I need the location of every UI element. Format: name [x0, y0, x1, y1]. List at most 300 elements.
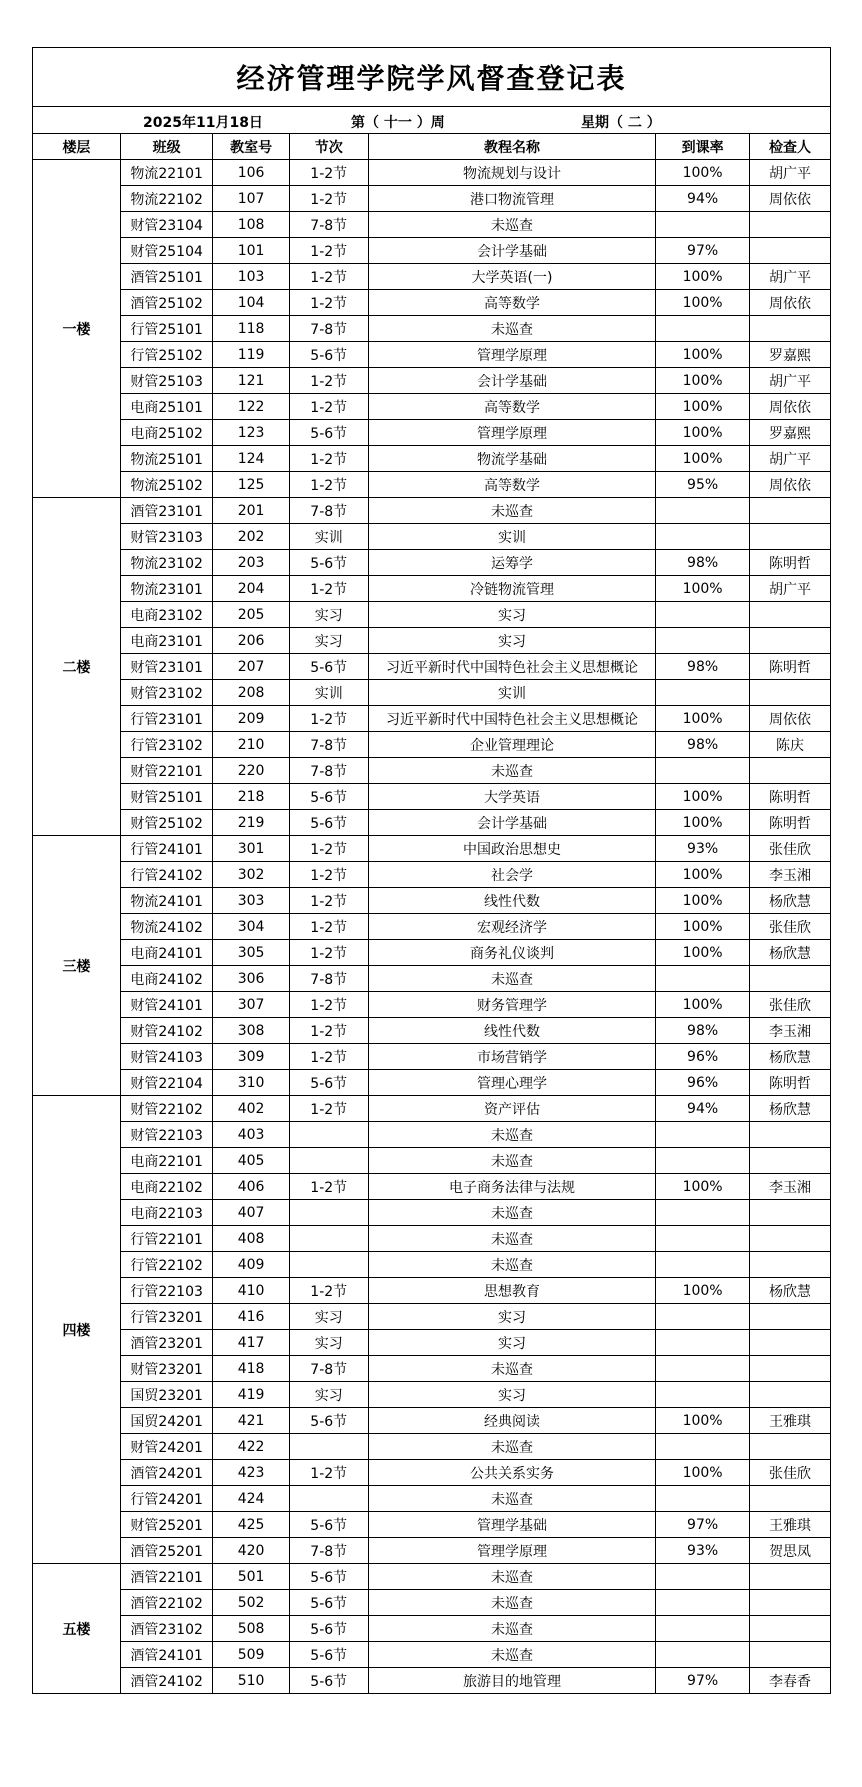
- table-row: [33, 498, 831, 524]
- room-cell: 304: [213, 914, 289, 940]
- course-cell: 社会学: [368, 862, 656, 888]
- inspector-cell: [749, 1642, 830, 1668]
- table-row: [33, 1226, 831, 1252]
- table-row: [33, 758, 831, 784]
- table-row: [33, 1642, 831, 1668]
- course-cell: 习近平新时代中国特色社会主义思想概论: [368, 706, 656, 732]
- attendance-cell: [656, 758, 750, 784]
- room-cell: 206: [213, 628, 289, 654]
- period-cell: 实习: [289, 628, 368, 654]
- inspector-cell: 罗嘉熙: [749, 342, 830, 368]
- course-cell: 管理学原理: [368, 342, 656, 368]
- attendance-cell: 100%: [656, 940, 750, 966]
- course-cell: 未巡查: [368, 1486, 656, 1512]
- inspector-cell: [749, 238, 830, 264]
- inspector-cell: [749, 1304, 830, 1330]
- inspector-cell: 陈明哲: [749, 784, 830, 810]
- attendance-cell: [656, 1434, 750, 1460]
- room-cell: 209: [213, 706, 289, 732]
- period-cell: 1-2节: [289, 264, 368, 290]
- attendance-cell: 100%: [656, 1408, 750, 1434]
- room-cell: 508: [213, 1616, 289, 1642]
- period-cell: 5-6节: [289, 654, 368, 680]
- room-cell: 201: [213, 498, 289, 524]
- course-cell: 市场营销学: [368, 1044, 656, 1070]
- table-row: [33, 1278, 831, 1304]
- inspector-cell: 李玉湘: [749, 1018, 830, 1044]
- attendance-cell: 98%: [656, 550, 750, 576]
- course-cell: 财务管理学: [368, 992, 656, 1018]
- class-cell: 物流23102: [120, 550, 212, 576]
- course-cell: 资产评估: [368, 1096, 656, 1122]
- course-cell: 会计学基础: [368, 238, 656, 264]
- inspector-cell: [749, 1200, 830, 1226]
- period-cell: 7-8节: [289, 212, 368, 238]
- class-cell: 电商24102: [120, 966, 212, 992]
- attendance-cell: 97%: [656, 1512, 750, 1538]
- course-cell: 未巡查: [368, 966, 656, 992]
- room-cell: 301: [213, 836, 289, 862]
- inspector-cell: [749, 1434, 830, 1460]
- inspector-cell: [749, 680, 830, 706]
- course-cell: 物流学基础: [368, 446, 656, 472]
- register-table: [32, 133, 831, 1694]
- class-cell: 物流25101: [120, 446, 212, 472]
- attendance-cell: [656, 1590, 750, 1616]
- room-cell: 406: [213, 1174, 289, 1200]
- table-row: [33, 784, 831, 810]
- attendance-cell: 100%: [656, 810, 750, 836]
- class-cell: 行管24201: [120, 1486, 212, 1512]
- table-row: [33, 1434, 831, 1460]
- period-cell: 实习: [289, 1330, 368, 1356]
- room-cell: 302: [213, 862, 289, 888]
- period-cell: 5-6节: [289, 342, 368, 368]
- attendance-cell: 96%: [656, 1070, 750, 1096]
- register-sheet: [32, 47, 831, 1694]
- class-cell: 行管24102: [120, 862, 212, 888]
- room-cell: 106: [213, 160, 289, 186]
- room-cell: 208: [213, 680, 289, 706]
- table-row: [33, 1616, 831, 1642]
- period-cell: [289, 1434, 368, 1460]
- attendance-cell: 95%: [656, 472, 750, 498]
- inspector-cell: 胡广平: [749, 446, 830, 472]
- room-cell: 421: [213, 1408, 289, 1434]
- class-cell: 物流25102: [120, 472, 212, 498]
- class-cell: 行管22103: [120, 1278, 212, 1304]
- course-cell: 大学英语: [368, 784, 656, 810]
- attendance-cell: 94%: [656, 186, 750, 212]
- table-row: [33, 238, 831, 264]
- inspector-cell: 杨欣慧: [749, 940, 830, 966]
- period-cell: 5-6节: [289, 784, 368, 810]
- inspector-cell: 杨欣慧: [749, 1278, 830, 1304]
- inspector-cell: [749, 1226, 830, 1252]
- inspector-cell: [749, 1616, 830, 1642]
- inspector-cell: 李玉湘: [749, 1174, 830, 1200]
- course-cell: 实训: [368, 524, 656, 550]
- table-row: [33, 1018, 831, 1044]
- course-cell: 管理学基础: [368, 1512, 656, 1538]
- class-cell: 财管24201: [120, 1434, 212, 1460]
- attendance-cell: [656, 1356, 750, 1382]
- inspector-cell: [749, 602, 830, 628]
- room-cell: 425: [213, 1512, 289, 1538]
- room-cell: 101: [213, 238, 289, 264]
- course-cell: 旅游目的地管理: [368, 1668, 656, 1694]
- period-cell: 1-2节: [289, 186, 368, 212]
- table-row: [33, 1148, 831, 1174]
- inspector-cell: [749, 1356, 830, 1382]
- attendance-cell: [656, 1564, 750, 1590]
- inspector-cell: 周依依: [749, 706, 830, 732]
- room-cell: 202: [213, 524, 289, 550]
- course-cell: 未巡查: [368, 1226, 656, 1252]
- inspector-cell: 杨欣慧: [749, 1096, 830, 1122]
- course-cell: 中国政治思想史: [368, 836, 656, 862]
- class-cell: 行管22101: [120, 1226, 212, 1252]
- class-cell: 物流22101: [120, 160, 212, 186]
- inspector-cell: [749, 628, 830, 654]
- period-cell: 1-2节: [289, 862, 368, 888]
- attendance-cell: [656, 1252, 750, 1278]
- room-cell: 403: [213, 1122, 289, 1148]
- attendance-cell: [656, 498, 750, 524]
- header-course: 教程名称: [368, 134, 656, 160]
- course-cell: 高等数学: [368, 290, 656, 316]
- inspector-cell: [749, 1564, 830, 1590]
- attendance-cell: 100%: [656, 992, 750, 1018]
- class-cell: 酒管25101: [120, 264, 212, 290]
- attendance-cell: 98%: [656, 732, 750, 758]
- room-cell: 108: [213, 212, 289, 238]
- course-cell: 未巡查: [368, 1122, 656, 1148]
- floor-cell: 四楼: [33, 1096, 121, 1564]
- course-cell: 线性代数: [368, 1018, 656, 1044]
- inspector-cell: 张佳欣: [749, 992, 830, 1018]
- class-cell: 行管25102: [120, 342, 212, 368]
- attendance-cell: [656, 1642, 750, 1668]
- course-cell: 实习: [368, 1330, 656, 1356]
- period-cell: [289, 1200, 368, 1226]
- inspector-cell: 李春香: [749, 1668, 830, 1694]
- week-number: 第（ 十一 ）周: [351, 115, 445, 131]
- period-cell: 1-2节: [289, 446, 368, 472]
- room-cell: 308: [213, 1018, 289, 1044]
- class-cell: 财管24103: [120, 1044, 212, 1070]
- header-period: 节次: [289, 134, 368, 160]
- class-cell: 财管23104: [120, 212, 212, 238]
- class-cell: 行管25101: [120, 316, 212, 342]
- class-cell: 行管23101: [120, 706, 212, 732]
- course-cell: 管理学原理: [368, 1538, 656, 1564]
- room-cell: 410: [213, 1278, 289, 1304]
- period-cell: 5-6节: [289, 550, 368, 576]
- table-row: [33, 1564, 831, 1590]
- course-cell: 会计学基础: [368, 368, 656, 394]
- attendance-cell: [656, 1486, 750, 1512]
- table-row: [33, 550, 831, 576]
- class-cell: 电商23102: [120, 602, 212, 628]
- room-cell: 309: [213, 1044, 289, 1070]
- inspector-cell: 陈庆: [749, 732, 830, 758]
- attendance-cell: 98%: [656, 1018, 750, 1044]
- table-row: [33, 862, 831, 888]
- class-cell: 电商24101: [120, 940, 212, 966]
- floor-cell: 五楼: [33, 1564, 121, 1694]
- inspector-cell: 杨欣慧: [749, 888, 830, 914]
- attendance-cell: [656, 966, 750, 992]
- period-cell: 1-2节: [289, 290, 368, 316]
- period-cell: 5-6节: [289, 420, 368, 446]
- room-cell: 501: [213, 1564, 289, 1590]
- class-cell: 财管23102: [120, 680, 212, 706]
- room-cell: 509: [213, 1642, 289, 1668]
- inspector-cell: 胡广平: [749, 576, 830, 602]
- inspector-cell: [749, 1148, 830, 1174]
- inspector-cell: 张佳欣: [749, 1460, 830, 1486]
- attendance-cell: 100%: [656, 368, 750, 394]
- course-cell: 未巡查: [368, 1434, 656, 1460]
- period-cell: 5-6节: [289, 1408, 368, 1434]
- attendance-cell: 93%: [656, 1538, 750, 1564]
- room-cell: 219: [213, 810, 289, 836]
- inspector-cell: [749, 1252, 830, 1278]
- inspector-cell: 杨欣慧: [749, 1044, 830, 1070]
- room-cell: 422: [213, 1434, 289, 1460]
- inspector-cell: 李玉湘: [749, 862, 830, 888]
- inspector-cell: 胡广平: [749, 368, 830, 394]
- table-row: [33, 212, 831, 238]
- period-cell: 7-8节: [289, 316, 368, 342]
- attendance-cell: [656, 1304, 750, 1330]
- course-cell: 港口物流管理: [368, 186, 656, 212]
- course-cell: 商务礼仪谈判: [368, 940, 656, 966]
- class-cell: 物流22102: [120, 186, 212, 212]
- period-cell: [289, 1148, 368, 1174]
- inspector-cell: 张佳欣: [749, 836, 830, 862]
- room-cell: 123: [213, 420, 289, 446]
- inspector-cell: 陈明哲: [749, 810, 830, 836]
- period-cell: 实习: [289, 602, 368, 628]
- course-cell: 管理学原理: [368, 420, 656, 446]
- period-cell: 5-6节: [289, 1642, 368, 1668]
- table-row: [33, 836, 831, 862]
- class-cell: 财管23201: [120, 1356, 212, 1382]
- table-row: [33, 940, 831, 966]
- table-row: [33, 1252, 831, 1278]
- class-cell: 酒管24102: [120, 1668, 212, 1694]
- attendance-cell: [656, 1226, 750, 1252]
- room-cell: 122: [213, 394, 289, 420]
- attendance-cell: 100%: [656, 264, 750, 290]
- class-cell: 酒管22102: [120, 1590, 212, 1616]
- room-cell: 305: [213, 940, 289, 966]
- course-cell: 未巡查: [368, 1590, 656, 1616]
- class-cell: 酒管24101: [120, 1642, 212, 1668]
- table-body: [33, 160, 831, 1694]
- attendance-cell: 100%: [656, 394, 750, 420]
- room-cell: 104: [213, 290, 289, 316]
- attendance-cell: 96%: [656, 1044, 750, 1070]
- inspection-date: 2025年11月18日: [143, 115, 263, 131]
- table-row: [33, 1538, 831, 1564]
- table-row: [33, 1486, 831, 1512]
- course-cell: 未巡查: [368, 212, 656, 238]
- course-cell: 公共关系实务: [368, 1460, 656, 1486]
- room-cell: 409: [213, 1252, 289, 1278]
- inspector-cell: 周依依: [749, 472, 830, 498]
- period-cell: 1-2节: [289, 914, 368, 940]
- class-cell: 财管22104: [120, 1070, 212, 1096]
- room-cell: 303: [213, 888, 289, 914]
- period-cell: 1-2节: [289, 238, 368, 264]
- period-cell: 1-2节: [289, 1096, 368, 1122]
- period-cell: 5-6节: [289, 1590, 368, 1616]
- period-cell: [289, 1252, 368, 1278]
- class-cell: 财管22101: [120, 758, 212, 784]
- period-cell: 7-8节: [289, 498, 368, 524]
- course-cell: 思想教育: [368, 1278, 656, 1304]
- attendance-cell: 100%: [656, 342, 750, 368]
- attendance-cell: 100%: [656, 784, 750, 810]
- table-row: [33, 264, 831, 290]
- class-cell: 电商23101: [120, 628, 212, 654]
- inspector-cell: [749, 1330, 830, 1356]
- course-cell: 未巡查: [368, 1200, 656, 1226]
- table-row: [33, 1304, 831, 1330]
- table-row: [33, 1590, 831, 1616]
- attendance-cell: 93%: [656, 836, 750, 862]
- course-cell: 实训: [368, 680, 656, 706]
- period-cell: 1-2节: [289, 472, 368, 498]
- inspector-cell: 陈明哲: [749, 654, 830, 680]
- room-cell: 210: [213, 732, 289, 758]
- period-cell: 7-8节: [289, 758, 368, 784]
- floor-cell: 一楼: [33, 160, 121, 498]
- attendance-cell: 97%: [656, 1668, 750, 1694]
- inspector-cell: [749, 966, 830, 992]
- attendance-cell: 94%: [656, 1096, 750, 1122]
- inspector-cell: 张佳欣: [749, 914, 830, 940]
- class-cell: 酒管23102: [120, 1616, 212, 1642]
- inspector-cell: 陈明哲: [749, 550, 830, 576]
- period-cell: 1-2节: [289, 888, 368, 914]
- class-cell: 财管22103: [120, 1122, 212, 1148]
- room-cell: 424: [213, 1486, 289, 1512]
- table-row: [33, 1096, 831, 1122]
- course-cell: 会计学基础: [368, 810, 656, 836]
- room-cell: 124: [213, 446, 289, 472]
- header-floor: 楼层: [33, 134, 121, 160]
- period-cell: 7-8节: [289, 732, 368, 758]
- attendance-cell: [656, 212, 750, 238]
- table-row: [33, 368, 831, 394]
- inspector-cell: 王雅琪: [749, 1512, 830, 1538]
- room-cell: 423: [213, 1460, 289, 1486]
- period-cell: 实习: [289, 1304, 368, 1330]
- room-cell: 125: [213, 472, 289, 498]
- room-cell: 103: [213, 264, 289, 290]
- period-cell: 1-2节: [289, 368, 368, 394]
- room-cell: 417: [213, 1330, 289, 1356]
- class-cell: 国贸24201: [120, 1408, 212, 1434]
- table-row: [33, 1668, 831, 1694]
- course-cell: 经典阅读: [368, 1408, 656, 1434]
- attendance-cell: 100%: [656, 1174, 750, 1200]
- inspector-cell: [749, 524, 830, 550]
- inspector-cell: 胡广平: [749, 264, 830, 290]
- course-cell: 未巡查: [368, 1616, 656, 1642]
- course-cell: 运筹学: [368, 550, 656, 576]
- table-row: [33, 472, 831, 498]
- class-cell: 物流23101: [120, 576, 212, 602]
- class-cell: 酒管25201: [120, 1538, 212, 1564]
- period-cell: 1-2节: [289, 1174, 368, 1200]
- class-cell: 财管25104: [120, 238, 212, 264]
- room-cell: 107: [213, 186, 289, 212]
- header-class: 班级: [120, 134, 212, 160]
- inspector-cell: 陈明哲: [749, 1070, 830, 1096]
- room-cell: 205: [213, 602, 289, 628]
- course-cell: 实习: [368, 628, 656, 654]
- room-cell: 502: [213, 1590, 289, 1616]
- course-cell: 实习: [368, 1382, 656, 1408]
- attendance-cell: 100%: [656, 862, 750, 888]
- table-row: [33, 1330, 831, 1356]
- class-cell: 电商22102: [120, 1174, 212, 1200]
- inspector-cell: [749, 1382, 830, 1408]
- table-row: [33, 628, 831, 654]
- class-cell: 行管23102: [120, 732, 212, 758]
- course-cell: 管理心理学: [368, 1070, 656, 1096]
- course-cell: 未巡查: [368, 316, 656, 342]
- floor-cell: 三楼: [33, 836, 121, 1096]
- course-cell: 未巡查: [368, 1252, 656, 1278]
- attendance-cell: 100%: [656, 420, 750, 446]
- inspector-cell: 胡广平: [749, 160, 830, 186]
- floor-cell: 二楼: [33, 498, 121, 836]
- period-cell: [289, 1122, 368, 1148]
- table-row: [33, 810, 831, 836]
- room-cell: 118: [213, 316, 289, 342]
- table-row: [33, 680, 831, 706]
- attendance-cell: 100%: [656, 446, 750, 472]
- header-room: 教室号: [213, 134, 289, 160]
- class-cell: 酒管22101: [120, 1564, 212, 1590]
- inspector-cell: 周依依: [749, 186, 830, 212]
- table-row: [33, 1200, 831, 1226]
- room-cell: 405: [213, 1148, 289, 1174]
- period-cell: 1-2节: [289, 1018, 368, 1044]
- class-cell: 财管22102: [120, 1096, 212, 1122]
- table-row: [33, 316, 831, 342]
- room-cell: 510: [213, 1668, 289, 1694]
- course-cell: 未巡查: [368, 1642, 656, 1668]
- inspector-cell: 罗嘉熙: [749, 420, 830, 446]
- table-row: [33, 1070, 831, 1096]
- room-cell: 207: [213, 654, 289, 680]
- attendance-cell: 100%: [656, 1278, 750, 1304]
- room-cell: 204: [213, 576, 289, 602]
- table-row: [33, 446, 831, 472]
- room-cell: 203: [213, 550, 289, 576]
- attendance-cell: [656, 680, 750, 706]
- class-cell: 酒管23201: [120, 1330, 212, 1356]
- period-cell: 5-6节: [289, 1564, 368, 1590]
- table-row: [33, 1460, 831, 1486]
